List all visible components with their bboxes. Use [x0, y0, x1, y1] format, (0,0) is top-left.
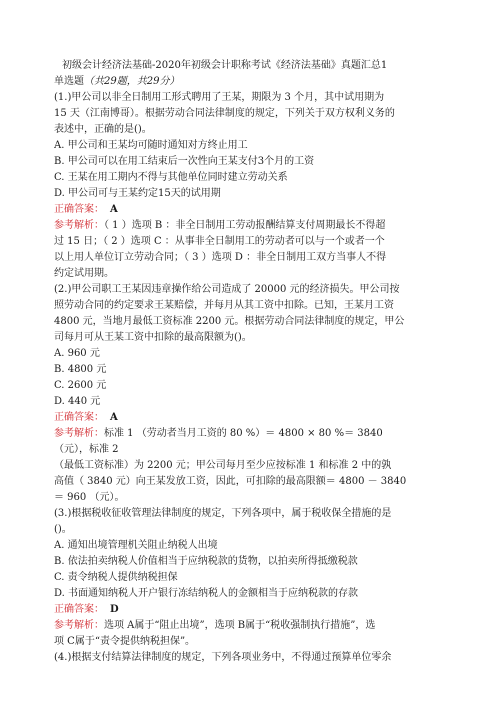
analysis-line: [54, 426, 454, 442]
question-stem-line: (1.)甲公司以非全日制用工形式聘用了王某，期限为 3 个月，其中试用期为: [54, 92, 385, 103]
question-stem-line: (4.)根据支付结算法律制度的规定，下列各项业务中，不得通过预算单位零余: [54, 652, 392, 663]
answer-value: D: [110, 604, 119, 615]
answer-label: 正确答案：: [54, 412, 104, 423]
answer-label: 正确答案：: [54, 604, 104, 615]
analysis-label: 参考解析：: [54, 620, 104, 631]
analysis-text: 标准 1 （劳动者当月工资的 80 %）＝ 4800 × 80 %＝ 3840: [104, 428, 383, 439]
option-a: A. 960 元: [54, 348, 100, 359]
option-d: D. 甲公司可与王某约定15天的试用期: [54, 188, 221, 199]
question-stem-line: (3.)根据税收征收管理法律制度的规定，下列各项中，属于税收保全措施的是: [54, 508, 392, 519]
analysis-line: 过 15 日；（ 2 ）选项 C ：从事非全日制用工的劳动者可以与一个或者一个: [54, 236, 385, 247]
answer-value: A: [110, 412, 118, 423]
option-d: D. 书面通知纳税人开户银行冻结纳税人的金额相当于应纳税款的存款: [54, 588, 359, 599]
question-stem-line: 4800 元，当地月最低工资标准 2200 元。根据劳动合同法律制度的规定，甲公: [54, 316, 405, 327]
analysis-text: 选项 A属于“阻止出境”，选项 B属于“税收强制执行措施”，选: [104, 620, 376, 631]
option-b: B. 依法拍卖纳税人价值相当于应纳税款的货物，以拍卖所得抵缴税款: [54, 556, 358, 567]
question-4: [54, 650, 454, 666]
question-stem-line: (2.)甲公司职工王某因违章操作给公司造成了 20000 元的经济损失。甲公司按: [54, 284, 400, 295]
analysis-line: [54, 618, 454, 634]
answer-line: [54, 202, 454, 218]
question-1: [54, 90, 454, 282]
analysis-label: 参考解析：: [54, 428, 104, 439]
analysis-line: （最低工资标准）为 2200 元；甲公司每月至少应按标准 1 和标准 2 中的孰: [54, 460, 392, 471]
analysis-line: [54, 218, 454, 234]
section-heading: [54, 74, 454, 90]
section-label: 单选题: [54, 76, 84, 87]
document-page: [54, 58, 454, 666]
option-c: C. 责令纳税人提供纳税担保: [54, 572, 178, 583]
answer-line: [54, 410, 454, 426]
question-2: [54, 282, 454, 506]
analysis-text: （ 1 ）选项 B ：非全日制用工劳动报酬结算支付周期最长不得超: [104, 220, 386, 231]
analysis-line: 以上用人单位订立劳动合同；（ 3 ）选项 D ：非全日制用工双方当事人不得: [54, 252, 387, 263]
analysis-label: 参考解析：: [54, 220, 104, 231]
question-stem-line: 表述中，正确的是()。: [54, 124, 152, 135]
option-b: B. 4800 元: [54, 364, 107, 375]
option-a: A. 甲公司和王某均可随时通知对方终止用工: [54, 140, 248, 151]
analysis-line: 约定试用期。: [54, 268, 114, 279]
option-b: B. 甲公司可以在用工结束后一次性向王某支付3个月的工资: [54, 156, 315, 167]
analysis-line: 项 C属于“责令提供纳税担保”。: [54, 636, 196, 647]
answer-value: A: [110, 204, 118, 215]
answer-label: 正确答案：: [54, 204, 104, 215]
question-stem-line: 15 天（江南博哥）。根据劳动合同法律制度的规定，下列关于双方权利义务的: [54, 108, 395, 119]
question-stem-line: ()。: [54, 524, 72, 535]
question-3: [54, 506, 454, 650]
option-c: C. 王某在用工期内不得与其他单位同时建立劳动关系: [54, 172, 288, 183]
question-stem-line: 照劳动合同的约定要求王某赔偿，并每月从其工资中扣除。已知，王某月工资: [54, 300, 394, 311]
analysis-line: ＝ 960 （元）。: [54, 492, 125, 503]
document-title: [62, 58, 454, 74]
answer-line: [54, 602, 454, 618]
option-a: A. 通知出境管理机关阻止纳税人出境: [54, 540, 218, 551]
section-count: （共29题，共29分）: [84, 76, 180, 87]
analysis-line: （元），标准 2: [54, 444, 119, 455]
title-text: 初级会计经济法基础-2020年初级会计职称考试《经济法基础》真题汇总1: [62, 60, 388, 71]
option-d: D. 440 元: [54, 396, 101, 407]
option-c: C. 2600 元: [54, 380, 107, 391]
analysis-line: 高值（ 3840 元）向王某发放工资，因此，可扣除的最高限额＝ 4800 － 3840: [54, 476, 407, 487]
question-stem-line: 司每月可从王某工资中扣除的最高限额为()。: [54, 332, 252, 343]
